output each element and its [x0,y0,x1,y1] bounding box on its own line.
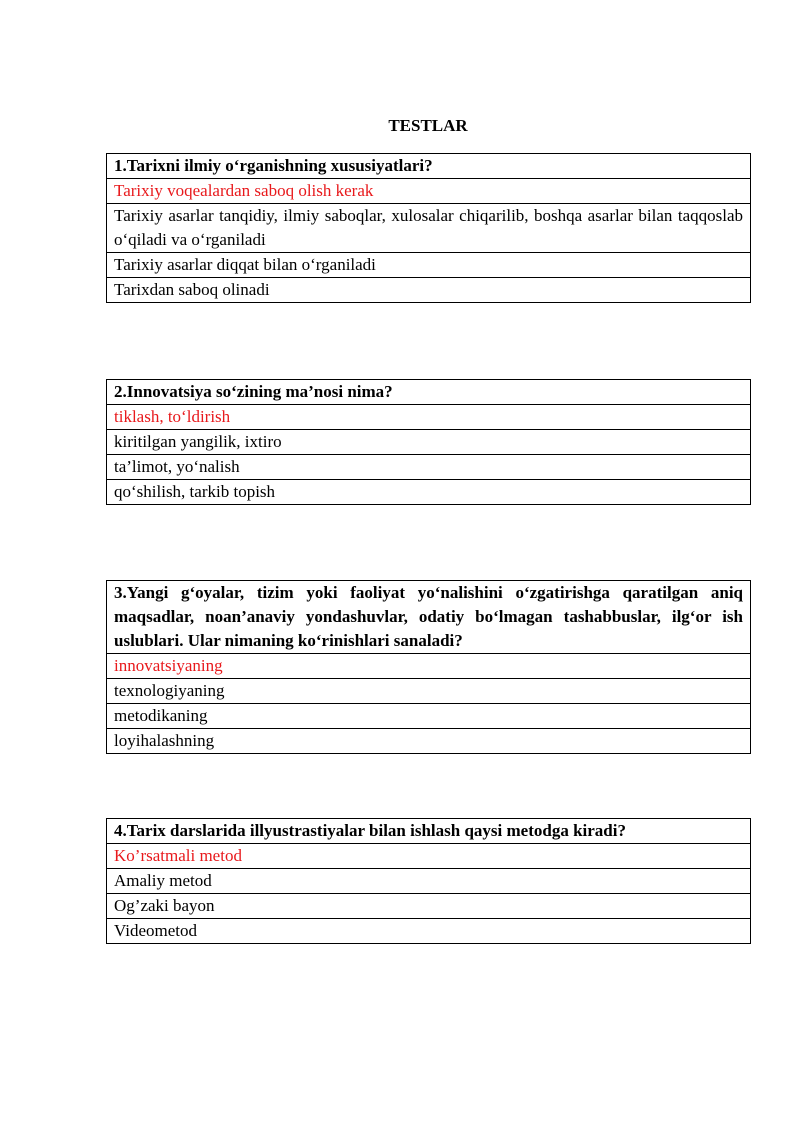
answer-row [107,179,751,204]
answer-option: Og’zaki bayon [107,894,751,919]
answer-correct: tiklash, to‘ldirish [107,405,751,430]
answer-row [107,204,751,253]
answer-row [107,844,751,869]
answer-row [107,455,751,480]
answer-row [107,919,751,944]
question-row [107,581,751,654]
answer-option: loyihalashning [107,729,751,754]
answer-option: Tarixiy asarlar diqqat bilan o‘rganiladi [107,253,751,278]
answer-row [107,405,751,430]
answer-row [107,480,751,505]
answer-option: qo‘shilish, tarkib topish [107,480,751,505]
answer-row [107,253,751,278]
answer-option: Videometod [107,919,751,944]
answer-correct: Tarixiy voqealardan saboq olish kerak [107,179,751,204]
answer-row [107,679,751,704]
answer-option: kiritilgan yangilik, ixtiro [107,430,751,455]
question-text: 2.Innovatsiya so‘zining ma’nosi nima? [107,380,751,405]
answer-row [107,430,751,455]
question-row [107,380,751,405]
answer-option: Amaliy metod [107,869,751,894]
answer-option: ta’limot, yo‘nalish [107,455,751,480]
page-title: TESTLAR [388,116,468,135]
question-text: 1.Tarixni ilmiy o‘rganishning xususiyatlari? [107,154,751,179]
answer-correct: Ko’rsatmali metod [107,844,751,869]
answer-option: texnologiyaning [107,679,751,704]
answer-row [107,729,751,754]
answer-row [107,869,751,894]
answer-option: Tarixdan saboq olinadi [107,278,751,303]
answer-option: metodikaning [107,704,751,729]
test-2-table [106,379,751,505]
test-1-table [106,153,751,303]
answer-correct: innovatsiyaning [107,654,751,679]
question-row [107,819,751,844]
question-text: 3.Yangi g‘oyalar, tizim yoki faoliyat yo‘nalishini o‘zgatirishga qaratilgan aniq maqsadlar, noan’anaviy yondashuvlar, odatiy bo‘lmagan tashabbuslar, ilg‘or ish uslublari. Ular nimaning ko‘rinishlari sanaladi? [107,581,751,654]
answer-option: Tarixiy asarlar tanqidiy, ilmiy saboqlar, xulosalar chiqarilib, boshqa asarlar bilan taqqoslab o‘qiladi va o‘rganiladi [107,204,751,253]
question-text: 4.Tarix darslarida illyustrastiyalar bilan ishlash qaysi metodga kiradi? [107,819,751,844]
question-row [107,154,751,179]
answer-row [107,894,751,919]
test-4-table [106,818,751,944]
test-3-table [106,580,751,754]
answer-row [107,278,751,303]
answer-row [107,704,751,729]
answer-row [107,654,751,679]
